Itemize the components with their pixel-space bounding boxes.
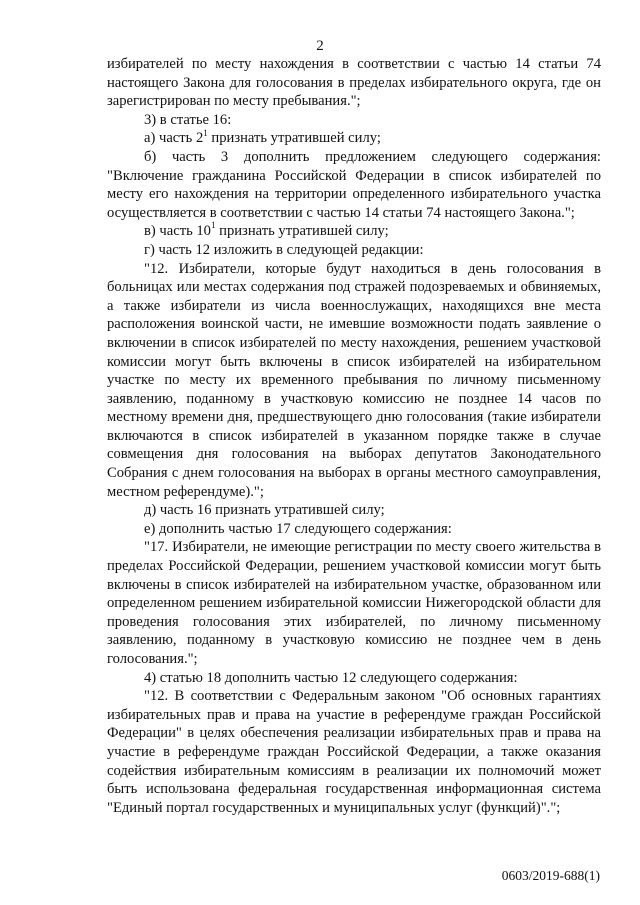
paragraph-article-16: 3) в статье 16:	[144, 111, 232, 128]
paragraph-item-a	[107, 129, 601, 148]
paragraph-part-12: "12. Избиратели, которые будут находиться в день голосования в больницах или местах содержания под стражей подозреваемых и обвиняемых, а также избиратели из числа военнослужащих, находящихся вне места расположения воинской части, не имевшие возможности подать заявление о включении в список избирателей по месту нахождения, решением участковой комиссии могут быть включены в список избирателей на избирательном участке по месту их временного пребывания по личному письменному заявлению, поданному в участковую комиссию не позднее 14 часов по местному времени дня, предшествующего дню голосования (такие избиратели включаются в список избирателей в указанном порядке также в случае совмещения дня голосования на выборах депутатов Законодательного Собрания с днем голосования на выборах в органы местного самоуправления, местном референдуме).";	[107, 260, 601, 500]
paragraph-item-b: б) часть 3 дополнить предложением следующего содержания: "Включение гражданина Российской Федерации в список избирателей по месту его нахождения на территории определенного избирательного участка осуществляется в соответствии с частью 14 статьи 74 настоящего Закона.";	[107, 148, 601, 221]
paragraph-item-v	[107, 222, 601, 241]
paragraph-item-g: г) часть 12 изложить в следующей редакции:	[144, 241, 424, 258]
item-v-text: в) часть 10	[144, 223, 211, 240]
item-a-text: а) часть 2	[144, 130, 204, 147]
item-v-superscript: 1	[210, 220, 216, 231]
item-a-suffix: признать утратившей силу;	[207, 130, 381, 147]
paragraph-article-18: 4) статью 18 дополнить частью 12 следующего содержания:	[144, 669, 518, 686]
document-code: 0603/2019-688(1)	[501, 868, 600, 883]
page-number: 2	[316, 38, 324, 54]
paragraph-continuation: избирателей по месту нахождения в соответствии с частью 14 статьи 74 настоящего Закона для голосования в пределах избирательного округа, где он зарегистрирован по месту пребывания.";	[107, 56, 601, 110]
paragraph-part-17: "17. Избиратели, не имеющие регистрации по месту своего жительства в пределах Российской Федерации, решением участковой комиссии могут быть включены в список избирателей на избирательном участке, образованном или определенном решением избирательной комиссии Нижегородской области для проведения голосования этих избирателей, по личному письменному заявлению, поданному в участковую комиссию не позднее чем в день голосования.";	[107, 539, 601, 667]
document-body	[107, 55, 601, 817]
paragraph-part-12-article-18: "12. В соответствии с Федеральным законом "Об основных гарантиях избирательных прав и права на участие в референдуме граждан Российской Федерации" в целях обеспечения реализации избирательных прав и права на участие в референдуме граждан Российской Федерации, а также оказания содействия избирательным комиссиям в реализации их полномочий может быть использована федеральная государственная информационная система "Единый портал государственных и муниципальных услуг (функций)".";	[107, 688, 601, 816]
item-v-suffix: признать утратившей силу;	[215, 223, 389, 240]
paragraph-item-d: д) часть 16 признать утратившей силу;	[144, 502, 385, 519]
item-a-superscript: 1	[203, 127, 208, 138]
paragraph-item-e: е) дополнить частью 17 следующего содержания:	[144, 520, 452, 537]
